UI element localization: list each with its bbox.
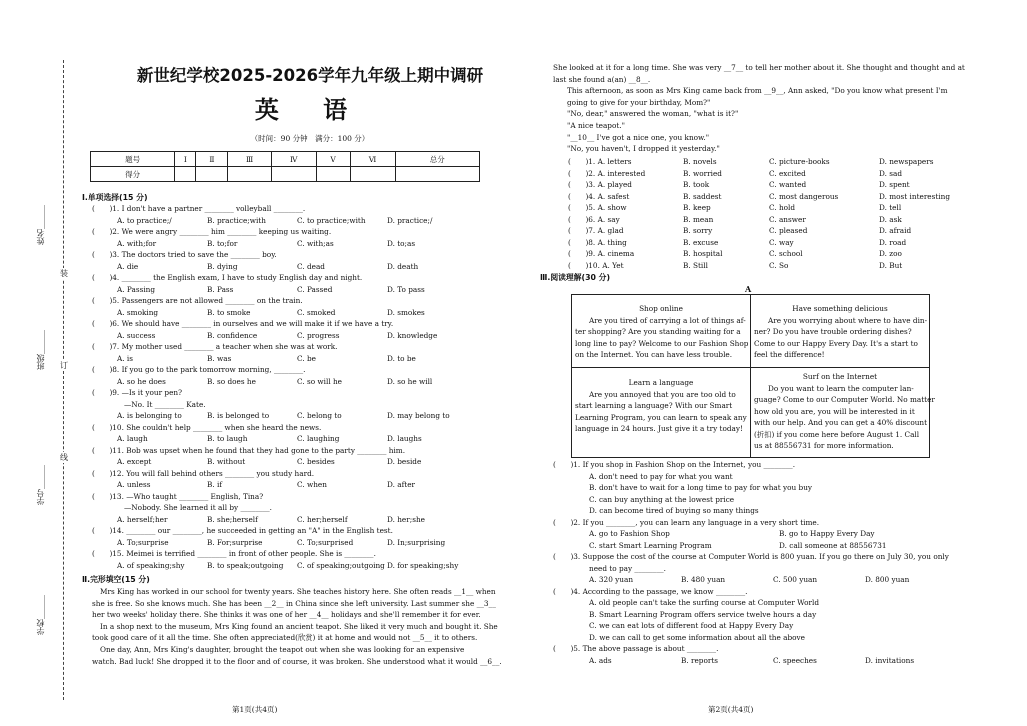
cloze-question-option[interactable]: ( )2. A. interested [568,168,646,178]
answer-option[interactable]: B. took [683,180,710,189]
answer-option[interactable]: A. 320 yuan [589,575,634,584]
answer-option[interactable]: B. sorry [683,226,713,235]
cloze-line: She looked at it for a long time. She was very __7__ to tell her mother about it. She thought and thought and at [553,63,965,72]
section1-questions [92,203,492,571]
answer-option[interactable]: D. after [387,480,416,489]
answer-option[interactable]: C. with;as [297,238,334,248]
answer-option[interactable]: B. go to Happy Every Day [779,529,875,538]
answer-option[interactable]: C. 500 yuan [773,575,818,584]
ad-text-line: (折扣) if you come here before August 1. Call [754,429,920,439]
ad-surf-on-the-internet [754,371,935,452]
answer-option[interactable]: A. unless [117,480,151,489]
answer-option[interactable]: D. ask [879,214,902,224]
fix-mark: 订 [60,361,68,370]
cloze-options [568,156,951,271]
option-row [553,528,953,540]
section1-title: Ⅰ.单项选择(15 分) [82,193,148,202]
answer-option[interactable]: B. if [207,480,223,489]
answer-option[interactable]: B. novels [683,157,717,166]
answer-option[interactable]: B. to laugh [207,434,248,443]
ad-text-line: with our help. And you can get a 40% discount [754,418,928,427]
cloze-line: took good care of it all the time. She often appreciated(欣赏) it at home and would not __5__ it to others. [92,633,478,643]
cloze-option-row [568,168,948,180]
cloze-line: going to give for your birthday, Mom?" [567,97,711,107]
answer-option[interactable]: A. go to Fashion Shop [589,529,670,538]
ad-text-line: Learning Program, you can learn to speak any [575,412,747,422]
answer-option[interactable]: B. 480 yuan [681,575,726,584]
option-row [553,574,953,586]
option-row [92,514,492,526]
answer-option[interactable]: A. is [117,353,133,363]
page-footer-right: 第2页(共4页) [708,705,754,714]
answer-option[interactable]: C. hold [769,203,796,212]
score-table-score-row [91,167,480,182]
option-row [92,479,492,491]
question-stem: ( )10. She couldn't help ________ when she heard the news. [92,422,322,432]
score-input-cell[interactable] [196,167,228,182]
cloze-option-row [568,214,948,226]
cloze-option-row [568,225,948,237]
answer-option[interactable]: B. to speak;outgoing [207,560,284,570]
answer-option[interactable]: A. die [117,261,139,271]
score-cell: Ⅳ [271,152,316,167]
ad-text-line: Do you want to learn the computer lan- [768,383,914,393]
answer-option[interactable]: C. pleased [769,226,808,235]
ad-text-line: feel the difference! [754,350,825,359]
answer-option[interactable]: B. don't have to wait for a long time to pay for what you buy [589,483,813,492]
option-row [92,353,492,365]
ad-text-line: us at 88556731 for more information. [754,441,894,450]
ad-text-line: long line to pay? Welcome to our Fashion Shop [575,338,749,348]
exam-title: 新世纪学校2025-2026学年九年级上期中调研 [136,66,484,85]
section3-title: Ⅲ.阅读理解(30 分) [540,273,611,282]
ad-text-line: how old you are, you will be interested in it [754,406,915,416]
answer-option[interactable]: D. beside [387,457,422,466]
answer-option[interactable]: C. when [297,480,327,489]
score-cell: Ⅵ [350,152,395,167]
student-id-label: 学号______ [36,465,45,505]
answer-option[interactable]: D. afraid [879,226,912,235]
cloze-question-option[interactable]: ( )9. A. cinema [568,249,635,258]
score-cell: 总分 [395,152,479,167]
cloze-line: "No, you haven't, I dropped it yesterday." [567,144,720,154]
answer-option[interactable]: A. Passing [117,284,156,294]
answer-option[interactable]: D. To pass [387,284,425,294]
answer-option[interactable]: C. school [769,249,803,258]
answer-option[interactable]: B. dying [207,261,238,271]
answer-option[interactable]: D. death [387,261,419,271]
question-stem: ( )12. You will fall behind others ________ you study hard. [92,468,315,478]
answer-option[interactable]: D. we can call to get some information about all the above [589,632,805,642]
ads-divider-h [572,367,929,368]
answer-option[interactable]: A. with;for [117,238,157,248]
ad-text-line: ner? Do you have trouble ordering dishes? [754,327,912,336]
question-stem-continued: need to pay ________. [589,563,666,573]
ad-shop-online [575,303,747,361]
cloze-line: "__10__ I've got a nice one, you know." [567,132,710,142]
ad-text-line: guage? Come to our Computer World. No matter [754,395,935,404]
answer-option[interactable]: D. call someone at 88556731 [779,540,887,550]
answer-option[interactable]: A. don't need to pay for what you want [589,471,733,481]
answer-option[interactable]: B. worried [683,168,722,178]
answer-option[interactable]: D. 800 yuan [865,575,910,584]
option-row [92,215,492,227]
answer-option[interactable]: B. mean [683,214,714,224]
score-input-cell[interactable] [316,167,350,182]
answer-option[interactable]: D. tell [879,203,902,212]
answer-option[interactable]: D. practice;/ [387,215,433,225]
score-cell: 题号 [91,152,175,167]
answer-option[interactable]: C. speeches [773,655,817,665]
answer-option[interactable]: B. saddest [683,191,722,201]
question-stem: ( )3. The doctors tried to save the ________ boy. [92,250,277,259]
ad-text-line: ter shopping? Are you standing waiting for a [575,327,741,336]
ad-text-line: start learning a language? With our Smart [575,401,733,410]
cloze-line: her two weeks' holiday there. She thinks it was one of her __4__ holidays and she'll remember it for ever. [92,610,481,620]
ads-box [571,294,935,458]
question-stem-continued: —No. It ________ Kate. [124,399,206,409]
answer-option[interactable]: C. progress [297,330,340,340]
seal-mark: 装 [60,269,68,278]
answer-option[interactable]: A. herself;her [117,514,168,524]
passage-label: A [745,284,752,294]
option-row [92,456,492,468]
question-stem: ( )3. Suppose the cost of the course at Computer World is 800 yuan. If you go there on July 30, you only [553,552,949,561]
answer-option[interactable]: A. so he does [117,376,166,386]
school-label: 学校______ [36,595,45,635]
answer-option[interactable]: B. to smoke [207,307,251,317]
answer-option[interactable]: D. But [879,260,903,270]
ad-title: Have something delicious [792,304,888,313]
answer-option[interactable]: B. without [207,457,246,466]
ad-title: Surf on the Internet [802,372,878,381]
answer-option[interactable]: C. of speaking;outgoing [297,560,385,570]
cloze-option-row [568,156,948,168]
answer-option[interactable]: A. success [117,330,156,340]
score-cell: Ⅱ [196,152,228,167]
question-stem: ( )4. ________ the English exam, I have to study English day and night. [92,273,363,282]
ad-text-line: Are you tired of carrying a lot of things af- [589,315,746,325]
answer-option[interactable]: B. hospital [683,249,723,258]
answer-option[interactable]: D. newspapers [879,157,934,166]
score-input-cell[interactable] [175,167,196,182]
answer-option[interactable]: D. to;as [387,238,416,248]
answer-option[interactable]: C. wanted [769,180,807,189]
time-info: （时间：90 分钟 满分：100 分） [250,134,370,143]
answer-option[interactable]: D. zoo [879,249,902,258]
question-stem: ( )11. Bob was upset when he found that they had gone to the party ________ him. [92,445,406,455]
question-stem: ( )7. My mother used ________ a teacher when she was at work. [92,342,338,351]
answer-option[interactable]: C. answer [769,214,806,224]
answer-option[interactable]: B. keep [683,203,711,212]
question-stem: ( )8. If you go to the park tomorrow morning, ________. [92,365,306,374]
cloze-line: "A nice teapot." [567,120,625,130]
cloze-line: Mrs King has worked in our school for twenty years. She teaches history here. She often reads __1__ when [100,587,496,596]
cloze-line: In a shop next to the museum, Mrs King found an ancient teapot. She liked it very much and bought it. She [100,621,498,631]
answer-option[interactable]: A. except [117,457,152,466]
reading-questions [553,459,953,666]
cloze-option-row [568,237,948,249]
option-row [553,540,953,552]
answer-option[interactable]: B. reports [681,655,719,665]
answer-option[interactable]: B. excuse [683,237,719,247]
page-footer-left: 第1页(共4页) [232,705,278,714]
answer-option[interactable]: D. can become tired of buying so many things [589,506,759,515]
answer-option[interactable]: C. To;surprised [297,537,354,547]
question-stem: ( )15. Meimei is terrified ________ in front of other people. She is ________. [92,549,376,558]
answer-option[interactable]: C. start Smart Learning Program [589,540,712,550]
cloze-question-option[interactable]: ( )8. A. thing [568,237,627,247]
answer-option[interactable]: C. way [769,237,794,247]
question-stem: ( )2. If you ________, you can learn any language in a very short time. [553,517,820,527]
question-stem: ( )6. We should have ________ in ourselves and we will make it if we have a try. [92,319,394,328]
answer-option[interactable]: D. most interesting [879,191,951,201]
option-row [92,330,492,342]
answer-option[interactable]: A. smoking [117,307,159,317]
answer-option[interactable]: C. be [297,353,316,363]
answer-option[interactable]: C. Passed [297,284,333,294]
question-stem: ( )5. The above passage is about ________. [553,644,719,653]
option-row [92,560,492,572]
answer-option[interactable]: B. confidence [207,330,258,340]
cloze-line: she is free. So she knows much. She has been __2__ in China since she left university. Last summer she __3__ [92,598,496,608]
answer-option[interactable]: A. is belonging to [117,411,182,420]
ad-title: Learn a language [628,378,694,387]
answer-option[interactable]: C. her;herself [297,514,348,524]
option-row [92,284,492,296]
cloze-question-option[interactable]: ( )4. A. safest [568,191,630,201]
subject-title: 英 语 [254,96,366,124]
answer-option[interactable]: B. to;for [207,238,238,248]
cloze-option-row [568,202,948,214]
answer-option[interactable]: C. most dangerous [769,191,839,201]
question-stem: ( )5. Passengers are not allowed ________ on the train. [92,296,303,305]
answer-option[interactable]: D. laughs [387,434,422,443]
answer-option[interactable]: C. to practice;with [297,215,366,225]
answer-option[interactable]: D. knowledge [387,330,438,340]
answer-option[interactable]: B. For;surprise [207,537,263,547]
binding-line [63,60,64,700]
question-stem-continued: —Nobody. She learned it all by ________. [124,503,272,512]
question-stem: ( )4. According to the passage, we know ________. [553,586,748,596]
answer-option[interactable]: D. In;surprising [387,537,446,547]
answer-option[interactable]: C. can buy anything at the lowest price [589,494,735,504]
ad-text-line: on the Internet. You can have less trouble. [575,350,733,359]
option-row [92,261,492,273]
answer-option[interactable]: D. may belong to [387,411,450,420]
cloze-line: last she found a(an) __8__. [553,74,651,84]
score-input-cell[interactable] [271,167,316,182]
option-row [92,307,492,319]
answer-option[interactable]: C. smoked [297,307,336,317]
score-input-cell[interactable] [350,167,395,182]
question-stem: ( )2. We were angry ________ him ________ keeping us waiting. [92,227,332,236]
answer-option[interactable]: C. besides [297,457,335,466]
ad-text-line: Are you annoyed that you are too old to [589,389,736,399]
question-stem: ( )1. If you shop in Fashion Shop on the Internet, you ________. [553,460,796,469]
answer-option[interactable]: B. so does he [207,376,256,386]
answer-option[interactable]: C. belong to [297,411,342,420]
option-row [553,655,953,667]
answer-option[interactable]: C. excited [769,168,806,178]
score-table-header-row [91,152,480,167]
name-label: 姓名______ [36,205,45,245]
answer-option[interactable]: D. smokes [387,307,425,317]
ad-have-something-delicious [754,303,926,361]
option-row [92,376,492,388]
question-stem: ( )1. I don't have a partner ________ volleyball ________. [92,204,306,213]
cloze-option-row [568,179,948,191]
answer-option[interactable]: C. we can eat lots of different food at Happy Every Day [589,621,794,630]
score-input-cell[interactable] [395,167,479,182]
ads-divider-v [750,295,751,457]
answer-option[interactable]: D. so he will [387,376,433,386]
answer-option[interactable]: D. her;she [387,514,425,524]
answer-option[interactable]: D. invitations [865,655,915,665]
option-row [92,433,492,445]
cloze-line: "No, dear," answered the woman, "what is it?" [567,109,739,119]
score-table [90,151,480,182]
ad-text-line: language in 24 hours. Just give it a try today! [575,424,743,433]
answer-option[interactable]: B. practice;with [207,215,266,225]
answer-option[interactable]: D. for speaking;shy [387,560,459,570]
cloze-option-row [568,260,948,272]
option-row [92,238,492,250]
answer-option[interactable]: C. laughing [297,434,340,443]
score-input-cell[interactable] [228,167,271,182]
answer-option[interactable]: D. road [879,237,907,247]
cloze-question-option[interactable]: ( )3. A. played [568,180,632,189]
option-row [92,537,492,549]
cloze-passage-part1 [92,586,502,667]
cloze-line: watch. Bad luck! She dropped it to the floor and of course, it was broken. She understood what it would __6__. [92,656,502,666]
score-cell: Ⅰ [175,152,196,167]
answer-option[interactable]: D. spent [879,180,910,189]
ad-title: Shop online [639,304,683,313]
cloze-line: One day, Ann, Mrs King's daughter, brought the teapot out when she was looking for an expensive [100,644,465,654]
ad-text-line: Are you worrying about where to have din- [768,315,928,325]
cloze-question-option[interactable]: ( )10. A. Yet [568,260,624,270]
score-cell: 得分 [91,167,175,182]
answer-option[interactable]: B. was [207,353,232,363]
cloze-question-option[interactable]: ( )6. A. say [568,214,620,224]
answer-option[interactable]: D. to be [387,353,416,363]
answer-option[interactable]: C. picture-books [769,157,830,166]
question-stem: ( )13. —Who taught ________ English, Tina? [92,491,264,501]
answer-option[interactable]: C. dead [297,261,325,271]
score-cell: Ⅴ [316,152,350,167]
answer-option[interactable]: A. To;surprise [117,537,169,547]
answer-option[interactable]: A. old people can't take the surfing course at Computer World [589,598,820,607]
answer-option[interactable]: A. laugh [117,434,148,443]
line-mark: 线 [60,453,68,462]
cloze-question-option[interactable]: ( )5. A. show [568,203,627,212]
section2-title: Ⅱ.完形填空(15 分) [82,575,150,584]
answer-option[interactable]: A. of speaking;shy [117,560,185,570]
answer-option[interactable]: A. to practice;/ [117,215,172,225]
answer-option[interactable]: B. Smart Learning Program offers service twelve hours a day [589,609,817,619]
answer-option[interactable]: C. So [769,260,789,270]
ad-text-line: Come to our Happy Every Day. It's a start to [754,338,918,348]
cloze-question-option[interactable]: ( )7. A. glad [568,226,624,235]
score-cell: Ⅲ [228,152,271,167]
answer-option[interactable]: B. she;herself [207,514,258,524]
class-label: 班级______ [36,330,45,370]
answer-option[interactable]: C. so will he [297,376,343,386]
option-row [92,410,492,422]
cloze-option-row [568,248,948,260]
cloze-line: This afternoon, as soon as Mrs King came back from __9__, Ann asked, "Do you know what present I'm [567,86,948,96]
answer-option[interactable]: B. is belonged to [207,411,270,420]
answer-option[interactable]: A. ads [589,655,612,665]
answer-option[interactable]: B. Still [683,260,708,270]
answer-option[interactable]: B. Pass [207,284,234,294]
question-stem: ( )9. —Is it your pen? [92,388,183,397]
cloze-passage-part2 [553,62,965,155]
ad-learn-a-language [575,377,747,435]
answer-option[interactable]: D. sad [879,168,902,178]
cloze-option-row [568,191,951,203]
cloze-question-option[interactable]: ( )1. A. letters [568,157,632,166]
question-stem: ( )14. ________ our ________, he succeeded in getting an "A" in the English test. [92,526,393,535]
